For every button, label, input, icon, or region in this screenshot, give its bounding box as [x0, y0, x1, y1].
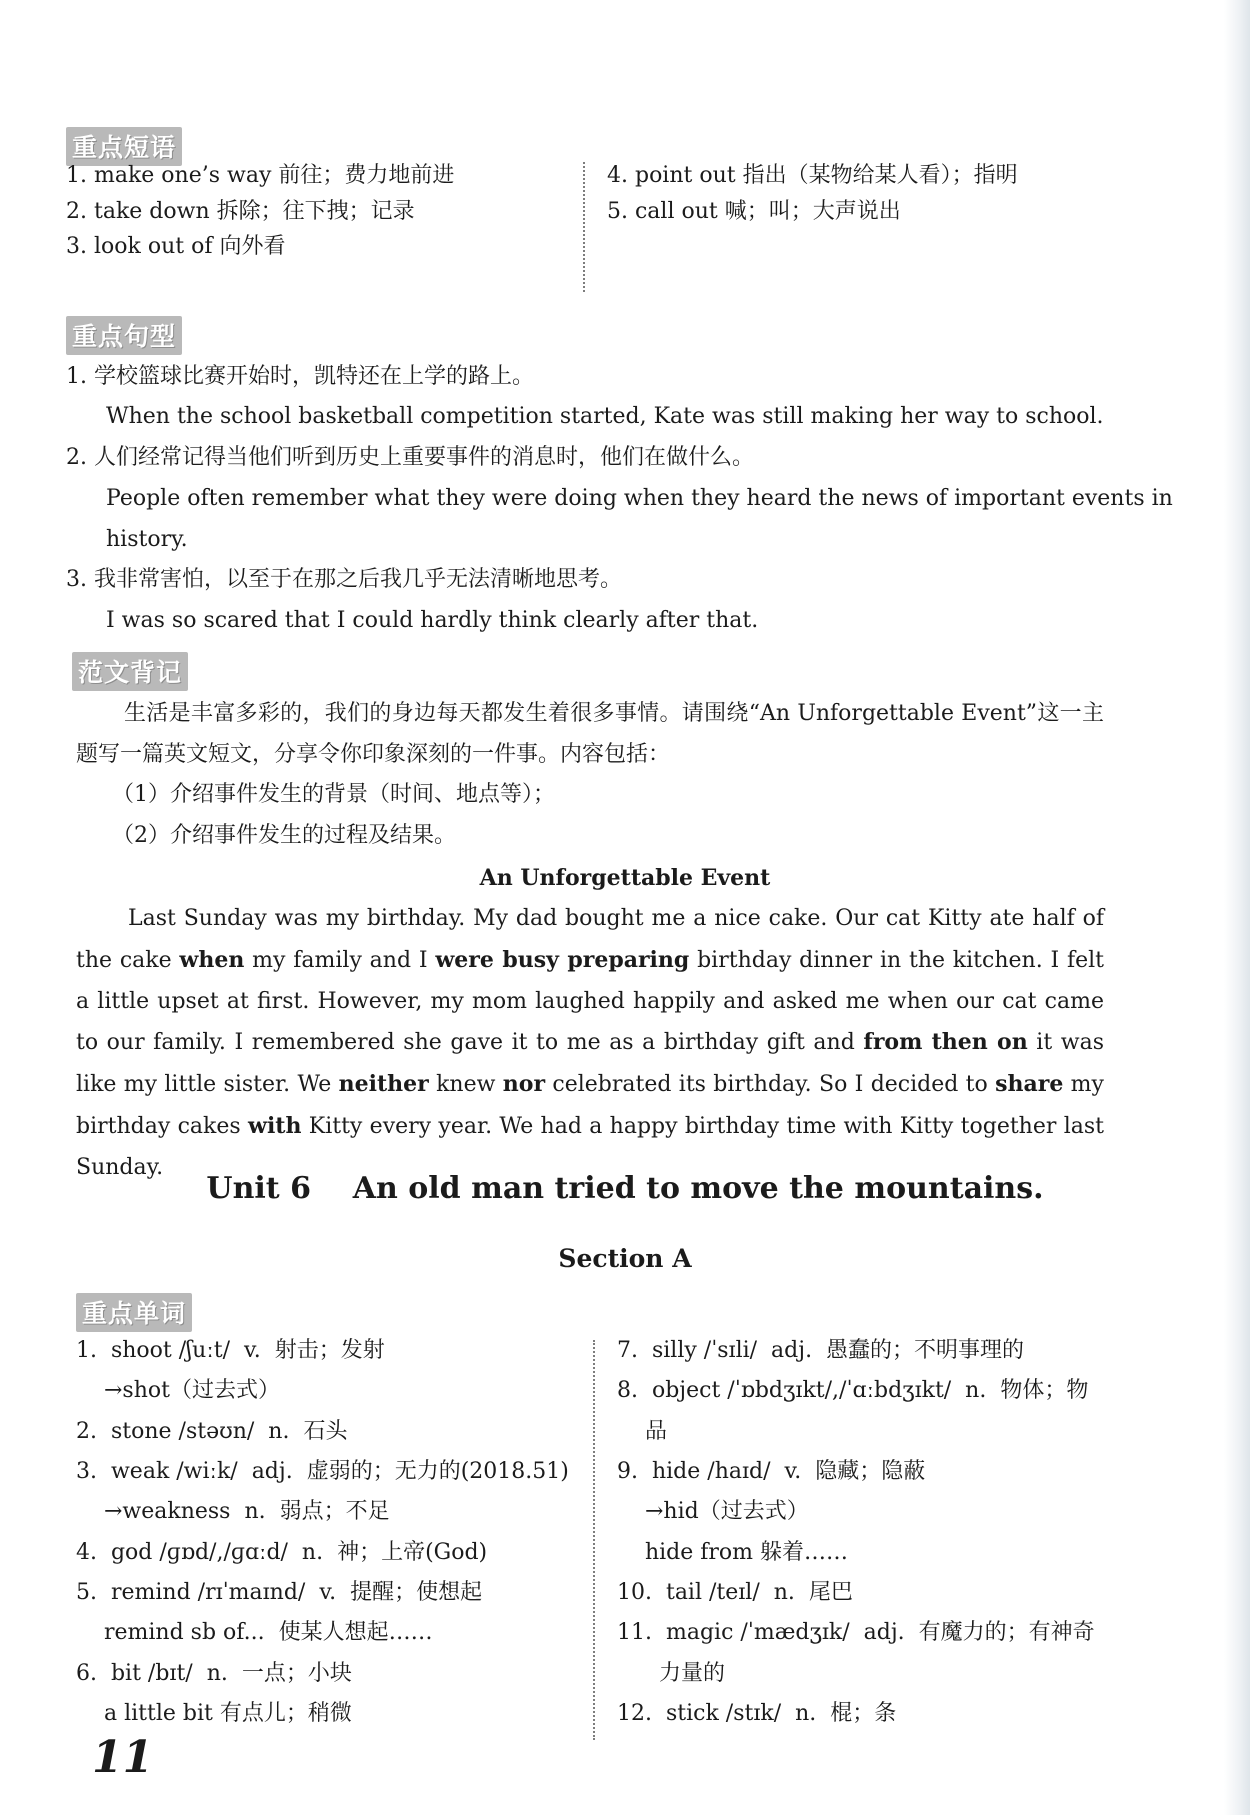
page-number: 11	[92, 1732, 154, 1783]
word-entry: 12. stick /stɪk/ n. 棍；条	[617, 1701, 897, 1726]
word-entry: →hid（过去式）	[617, 1499, 809, 1524]
essay-title: An Unforgettable Event	[479, 865, 771, 891]
essay-prompt: 生活是丰富多彩的，我们的身边每天都发生着很多事情。请围绕“An Unforgettable Event”这一主题写一篇英文短文，分享令你印象深刻的一件事。内容包括：	[76, 701, 1104, 767]
sentence-zh: 3. 我非常害怕，以至于在那之后我几乎无法清晰地思考。	[66, 567, 622, 592]
essay-body: Last Sunday was my birthday. My dad bought me a nice cake. Our cat Kitty ate half of the cake when my family and I were busy preparing birthday dinner in the kitchen. I felt a little upset at first. However, my mom laughed happily and asked me when our cat came to our family. I remembered she gave it to me as a birthday gift and from then on it was like my little sister. We neither knew nor celebrated its birthday. So I decided to share my birthday cakes with Kitty every year. We had a happy birthday time with Kitty together last Sunday.	[76, 906, 1105, 1180]
word-entry: 1. shoot /ʃuːt/ v. 射击；发射	[76, 1338, 385, 1363]
word-entry: 7. silly /ˈsɪli/ adj. 愚蠢的；不明事理的	[617, 1338, 1025, 1363]
word-entry: 8. object /ˈɒbdʒɪkt/,/ˈɑːbdʒɪkt/ n. 物体；物	[617, 1378, 1089, 1403]
phrase-item: 2. take down 拆除；往下拽；记录	[66, 199, 415, 224]
word-entry: 3. weak /wiːk/ adj. 虚弱的；无力的(2018.51)	[76, 1459, 569, 1484]
word-entry: a little bit 有点儿；稍微	[76, 1701, 352, 1726]
word-entry: →shot（过去式）	[76, 1378, 280, 1403]
word-entry: 4. god /ɡɒd/,/ɡɑːd/ n. 神；上帝(God)	[76, 1540, 488, 1565]
sentence-en: When the school basketball competition started, Kate was still making her way to school.	[106, 404, 1104, 429]
phrase-item: 5. call out 喊；叫；大声说出	[607, 199, 901, 224]
column-divider	[583, 162, 585, 292]
word-entry: remind sb of... 使某人想起……	[76, 1620, 433, 1645]
essay-requirement: （1）介绍事件发生的背景（时间、地点等）；	[112, 782, 555, 807]
phrase-item: 1. make one’s way 前往；费力地前进	[66, 163, 455, 188]
section-tag-phrases: 重点短语	[66, 127, 182, 166]
sentence-en: history.	[106, 527, 188, 552]
section-tag-model-essay: 范文背记	[72, 652, 188, 691]
word-entry: 品	[617, 1419, 667, 1444]
column-divider	[593, 1340, 595, 1740]
phrase-item: 3. look out of 向外看	[66, 234, 286, 259]
page-edge-shadow	[1224, 0, 1250, 1815]
phrase-item: 4. point out 指出（某物给某人看）；指明	[607, 163, 1018, 188]
word-entry: 5. remind /rɪˈmaɪnd/ v. 提醒；使想起	[76, 1580, 483, 1605]
sentence-zh: 2. 人们经常记得当他们听到历史上重要事件的消息时，他们在做什么。	[66, 445, 754, 470]
word-entry: →weakness n. 弱点；不足	[76, 1499, 390, 1524]
word-entry: hide from 躲着……	[617, 1540, 849, 1565]
word-entry: 2. stone /stəʊn/ n. 石头	[76, 1419, 348, 1444]
sentence-en: I was so scared that I could hardly think clearly after that.	[106, 608, 759, 633]
sentence-zh: 1. 学校篮球比赛开始时，凯特还在上学的路上。	[66, 364, 534, 389]
section-tag-sentences: 重点句型	[66, 316, 182, 355]
essay-requirement: （2）介绍事件发生的过程及结果。	[112, 823, 456, 848]
section-tag-words: 重点单词	[76, 1293, 192, 1332]
word-entry: 9. hide /haɪd/ v. 隐藏；隐蔽	[617, 1459, 926, 1484]
word-entry: 10. tail /teɪl/ n. 尾巴	[617, 1580, 853, 1605]
word-entry: 11. magic /ˈmædʒɪk/ adj. 有魔力的；有神奇	[617, 1620, 1095, 1645]
unit-title: Unit 6 An old man tried to move the mountains.	[206, 1171, 1044, 1206]
sentence-en: People often remember what they were doing when they heard the news of important events in	[106, 486, 1173, 511]
word-entry: 力量的	[617, 1661, 725, 1686]
section-title: Section A	[558, 1244, 692, 1273]
word-entry: 6. bit /bɪt/ n. 一点；小块	[76, 1661, 352, 1686]
